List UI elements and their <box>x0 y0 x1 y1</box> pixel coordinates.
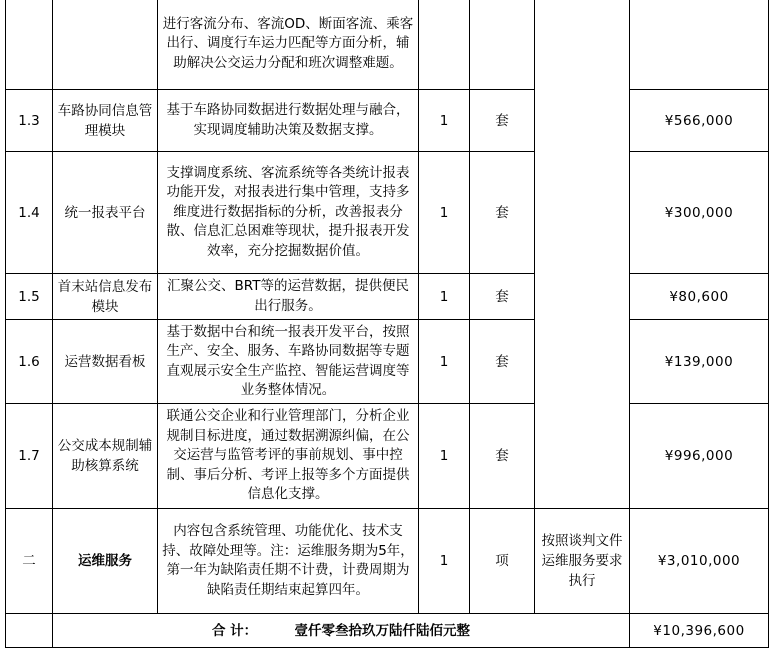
row-desc: 进行客流分布、客流OD、断面客流、乘客出行、调度行车运力匹配等方面分析，辅助解决公交运力分配和班次调整难题。 <box>158 0 419 90</box>
row-name <box>53 0 158 90</box>
total-row <box>6 614 769 648</box>
row-no: 1.4 <box>6 152 53 274</box>
row-unit: 套 <box>470 152 535 274</box>
row-qty: 1 <box>419 509 470 614</box>
total-no <box>6 614 53 648</box>
row-price: ¥3,010,000 <box>630 509 769 614</box>
table-row <box>6 404 769 509</box>
row-no <box>6 0 53 90</box>
row-qty: 1 <box>419 320 470 404</box>
table-row <box>6 274 769 320</box>
row-qty: 1 <box>419 152 470 274</box>
row-unit <box>470 0 535 90</box>
row-no: 1.7 <box>6 404 53 509</box>
row-qty: 1 <box>419 90 470 152</box>
table-row <box>6 320 769 404</box>
row-no: 1.3 <box>6 90 53 152</box>
row-name: 运营数据看板 <box>53 320 158 404</box>
table-row <box>6 90 769 152</box>
row-qty <box>419 0 470 90</box>
row-remark-merged <box>535 0 630 509</box>
quotation-table <box>5 0 769 648</box>
row-price: ¥566,000 <box>630 90 769 152</box>
total-price: ¥10,396,600 <box>630 614 769 648</box>
row-desc: 基于数据中台和统一报表开发平台，按照生产、安全、服务、车路协同数据等专题直观展示安全生产监控、智能运营调度等业务整体情况。 <box>158 320 419 404</box>
row-desc: 汇聚公交、BRT等的运营数据，提供便民出行服务。 <box>158 274 419 320</box>
row-unit: 套 <box>470 274 535 320</box>
row-desc: 支撑调度系统、客流系统等各类统计报表功能开发，对报表进行集中管理，支持多维度进行数据指标的分析，改善报表分散、信息汇总困难等现状，提升报表开发效率，充分挖掘数据价值。 <box>158 152 419 274</box>
row-no: 1.6 <box>6 320 53 404</box>
row-desc: 基于车路协同数据进行数据处理与融合，实现调度辅助决策及数据支撑。 <box>158 90 419 152</box>
table-row <box>6 152 769 274</box>
row-qty: 1 <box>419 404 470 509</box>
row-price: ¥80,600 <box>630 274 769 320</box>
row-name: 首末站信息发布模块 <box>53 274 158 320</box>
row-unit: 套 <box>470 320 535 404</box>
total-amount-words: 壹仟零叁拾玖万陆仟陆佰元整 <box>294 622 471 639</box>
row-no: 二 <box>6 509 53 614</box>
row-desc: 内容包含系统管理、功能优化、技术支持、故障处理等。注：运维服务期为5年，第一年为缺陷责任期不计费，计费周期为缺陷责任期结束起算四年。 <box>158 509 419 614</box>
row-qty: 1 <box>419 274 470 320</box>
row-no: 1.5 <box>6 274 53 320</box>
row-desc: 联通公交企业和行业管理部门，分析企业规制目标进度，通过数据溯源纠偏，在公交运营与监管考评的事前规划、事中控制、事后分析、考评上报等多个方面提供信息化支撑。 <box>158 404 419 509</box>
row-name: 公交成本规制辅助核算系统 <box>53 404 158 509</box>
row-remark: 按照谈判文件运维服务要求执行 <box>535 509 630 614</box>
row-price: ¥139,000 <box>630 320 769 404</box>
row-unit: 套 <box>470 90 535 152</box>
total-label-cell <box>53 614 630 648</box>
row-price: ¥996,000 <box>630 404 769 509</box>
row-name: 车路协同信息管理模块 <box>53 90 158 152</box>
table-row <box>6 509 769 614</box>
total-label: 合 计： <box>211 622 258 639</box>
row-unit: 项 <box>470 509 535 614</box>
row-price <box>630 0 769 90</box>
row-price: ¥300,000 <box>630 152 769 274</box>
row-unit: 套 <box>470 404 535 509</box>
row-name: 统一报表平台 <box>53 152 158 274</box>
table-row <box>6 0 769 90</box>
row-name: 运维服务 <box>53 509 158 614</box>
